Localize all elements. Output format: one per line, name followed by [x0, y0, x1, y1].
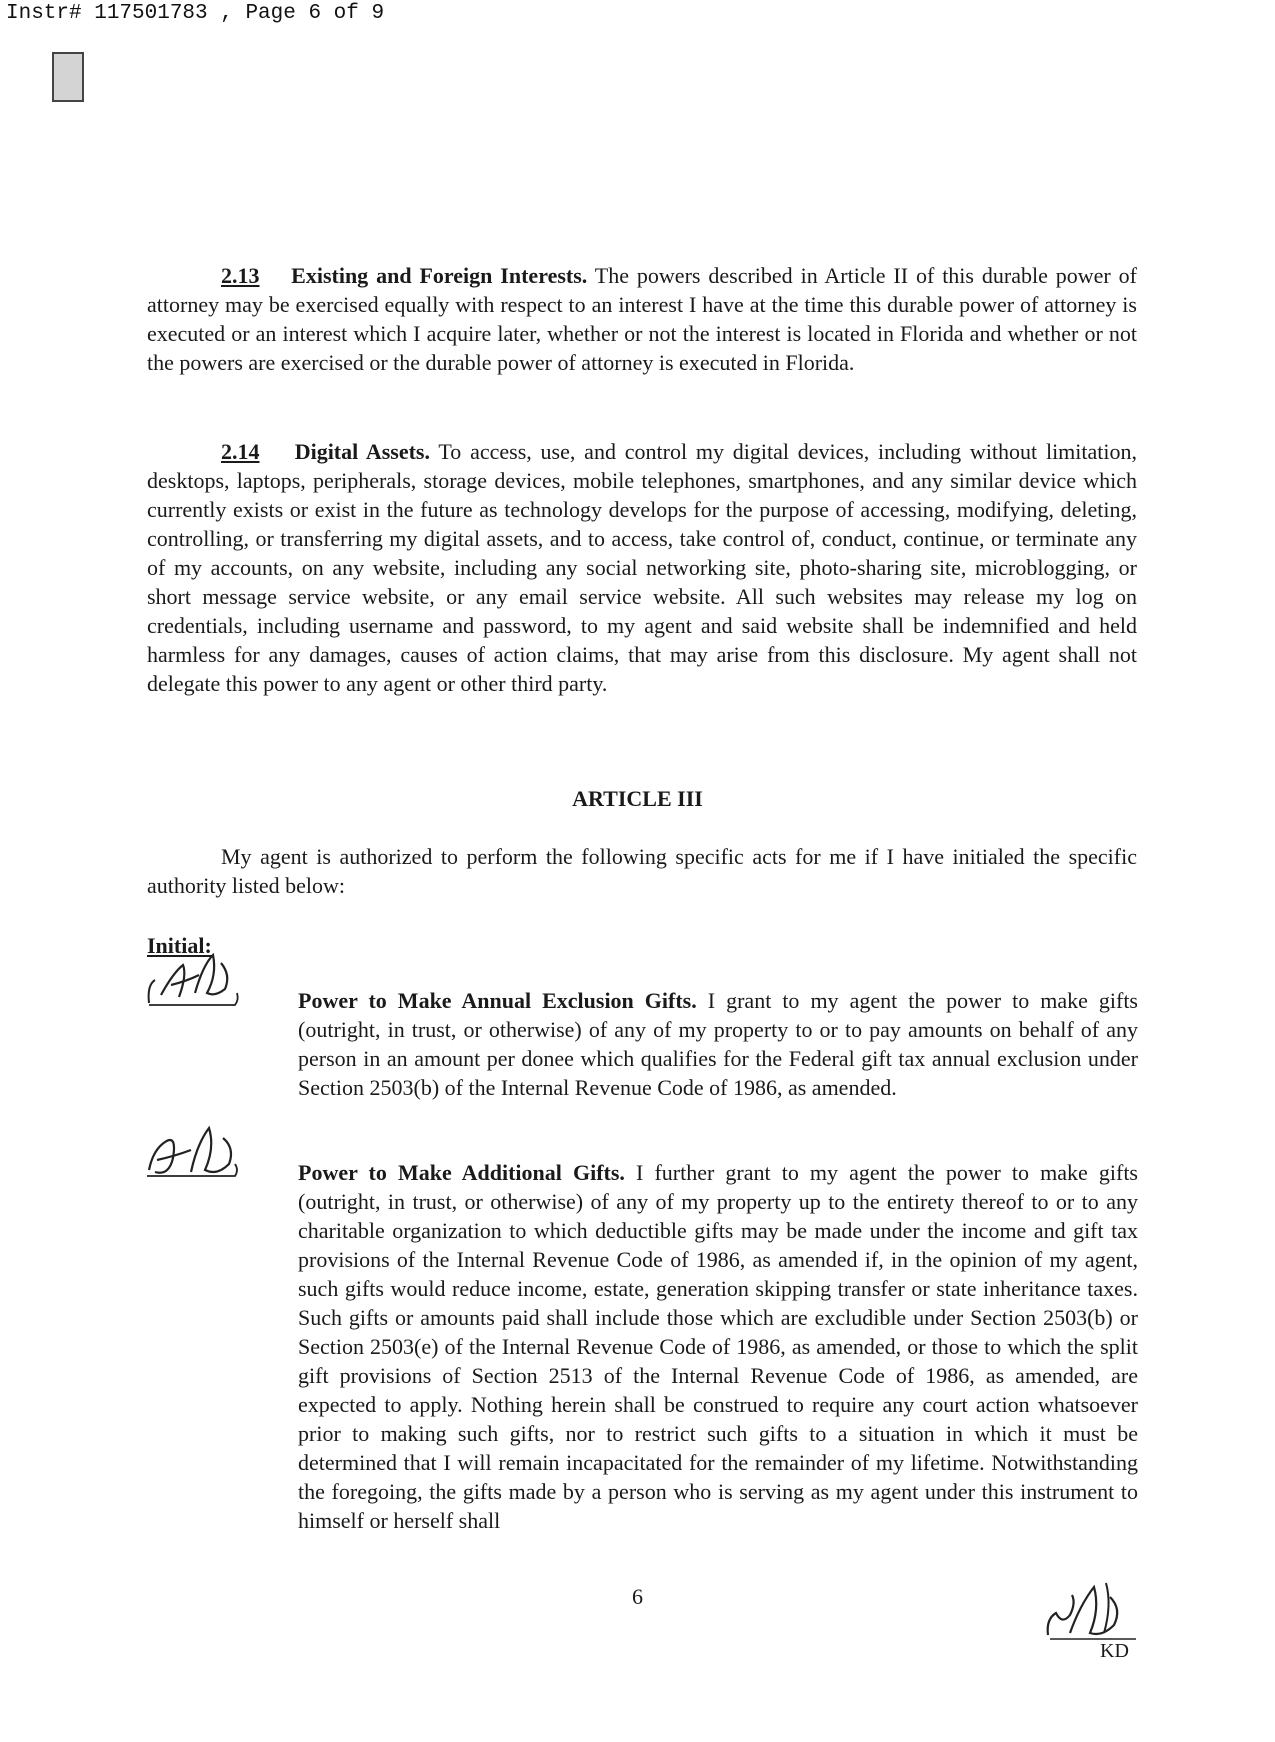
- footer-initials: KD: [1100, 1640, 1129, 1662]
- authority-title: Power to Make Additional Gifts.: [298, 1160, 625, 1185]
- authority-title: Power to Make Annual Exclusion Gifts.: [298, 988, 697, 1013]
- section-title: Digital Assets.: [294, 439, 430, 464]
- section-body: The powers described in Article II of this durable power of attorney may be exercised equally with respect to an interest I have at the time this durable power of attorney is executed or an interest which I acquire later, whether or not the interest is located in Florida and whether or not the powers are exercised or the durable power of attorney is executed in Florida.: [147, 263, 1137, 375]
- article-intro: My agent is authorized to perform the following specific acts for me if I have initialed the specific authority listed below:: [147, 844, 1137, 898]
- section-title: Existing and Foreign Interests.: [291, 263, 588, 288]
- section-number: 2.13: [221, 263, 260, 288]
- initial-signature-1: [143, 945, 243, 1015]
- initial-label: Initial:: [147, 933, 212, 958]
- initial-signature-2: [143, 1120, 243, 1190]
- authority-body: I further grant to my agent the power to make gifts (outright, in trust, or otherwise) of any of my property up to the entirety thereof to or to any charitable organization to which deductible gifts may be made under the income and gift tax provisions of the Internal Revenue Code of 1986, as amended if, in the opinion of my agent, such gifts would reduce income, estate, generation skipping transfer or state inheritance taxes. Such gifts or amounts paid shall include those which are excludible under Section 2503(b) or Section 2503(e) of the Internal Revenue Code of 1986, as amended, or those to which the split gift provisions of Section 2513 of the Internal Revenue Code of 1986, as amended, are expected to apply. Nothing herein shall be construed to require any court action whatsoever prior to making such gifts, nor to restrict such gifts to a situation in which it must be determined that I will remain incapacitated for the remainder of my lifetime. Notwithstanding the foregoing, the gifts made by a person who is serving as my agent under this instrument to himself or herself shall: [298, 1160, 1138, 1533]
- gray-box-marker: [52, 52, 84, 102]
- document-header: Instr# 117501783 , Page 6 of 9: [6, 2, 385, 25]
- page-number: 6: [632, 1584, 643, 1609]
- section-2-14: [147, 437, 1137, 698]
- section-number: 2.14: [221, 439, 260, 464]
- article-heading: ARTICLE III: [572, 786, 703, 811]
- section-2-13: [147, 261, 1137, 377]
- authority-additional-gifts: [298, 1158, 1138, 1535]
- section-body: To access, use, and control my digital devices, including without limitation, desktops, laptops, peripherals, storage devices, mobile telephones, smartphones, and any similar device which currently exists or exist in the future as technology develops for the purpose of accessing, modifying, deleting, controlling, or transferring my digital assets, and to access, take control of, conduct, continue, or terminate any of my accounts, on any website, including any social networking site, photo-sharing site, microblogging, or short message service website, or any email service website. All such websites may release my log on credentials, including username and password, to my agent and said website shall be indemnified and held harmless for any damages, causes of action claims, that may arise from this disclosure. My agent shall not delegate this power to any agent or other third party.: [147, 439, 1138, 696]
- authority-annual-exclusion-gifts: [298, 986, 1138, 1102]
- authority-body: I grant to my agent the power to make gifts (outright, in trust, or otherwise) of any of my property to or to pay amounts on behalf of any person in an amount per donee which qualifies for the Federal gift tax annual exclusion under Section 2503(b) of the Internal Revenue Code of 1986, as amended.: [298, 988, 1138, 1100]
